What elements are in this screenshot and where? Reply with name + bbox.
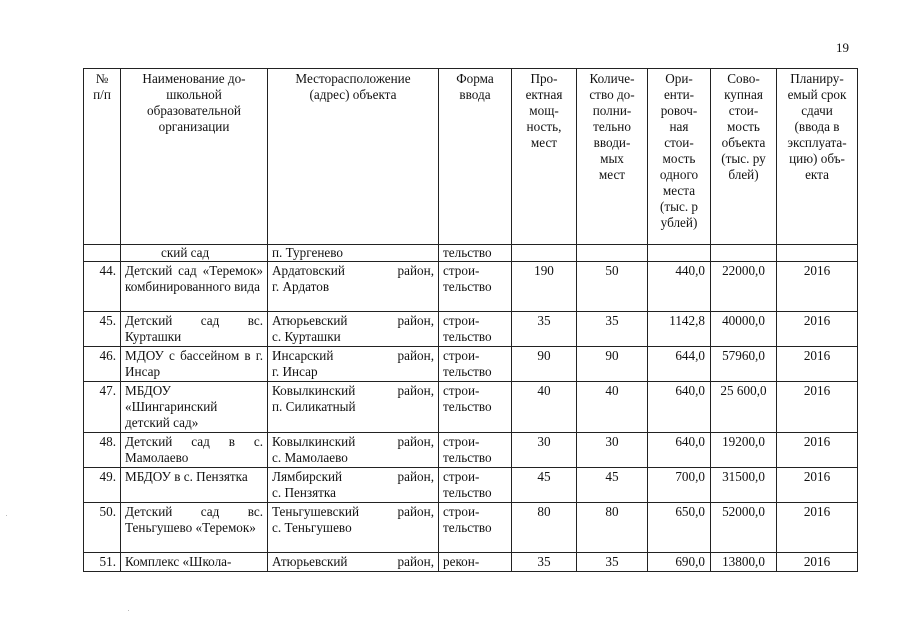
table-row (84, 347, 858, 382)
cell-added: 90 (577, 347, 648, 382)
header-line: сдачи (801, 103, 833, 118)
cell-cost-total: 52000,0 (711, 503, 777, 553)
header-line: места (662, 183, 696, 198)
cell-name: МБДОУ в с. Пензятка (121, 468, 268, 503)
cell-capacity (512, 245, 577, 262)
location-district (272, 348, 434, 364)
form-line: тельство (443, 279, 492, 294)
header-line: тельно (593, 119, 631, 134)
district-name: Ковылкинский (272, 383, 356, 398)
header-line: объекта (721, 135, 766, 150)
header-line: емый срок (787, 87, 847, 102)
district-name: Ковылкинский (272, 434, 356, 449)
cell-year (777, 245, 858, 262)
table-row (84, 553, 858, 572)
cell-form (439, 433, 512, 468)
header-line: вводи- (593, 135, 631, 150)
cell-added: 35 (577, 553, 648, 572)
cell-location (268, 347, 439, 382)
district-name: Атюрьевский (272, 554, 348, 569)
form-line: строи- (443, 504, 480, 519)
cell-cost-total: 22000,0 (711, 262, 777, 312)
header-line: Месторасположение (295, 71, 411, 86)
header-line: блей) (728, 167, 759, 182)
cell-year: 2016 (777, 503, 858, 553)
cell-num: 49. (84, 468, 121, 503)
header-line: стои- (728, 103, 759, 118)
district-word: район, (397, 554, 434, 569)
district-name: Ардатовский (272, 263, 345, 278)
header-line: № (95, 71, 109, 86)
cell-cost-total (711, 245, 777, 262)
cell-form (439, 382, 512, 433)
cell-name: Комплекс «Школа- (121, 553, 268, 572)
page-number: 19 (836, 40, 849, 55)
cell-num: 46. (84, 347, 121, 382)
header-line: ная (669, 119, 689, 134)
header-line: полни- (592, 103, 632, 118)
cell-added: 40 (577, 382, 648, 433)
form-line: строи- (443, 263, 480, 278)
cell-year: 2016 (777, 347, 858, 382)
cell-location (268, 312, 439, 347)
cell-cost-total: 31500,0 (711, 468, 777, 503)
location-place: с. Пензятка (272, 485, 336, 500)
cell-year: 2016 (777, 553, 858, 572)
header-line: (адрес) объекта (309, 87, 397, 102)
cell-num: 51. (84, 553, 121, 572)
location-district (272, 383, 434, 399)
cell-added: 80 (577, 503, 648, 553)
cell-added (577, 245, 648, 262)
cell-cost-total: 57960,0 (711, 347, 777, 382)
form-line: строи- (443, 313, 480, 328)
header-line: мест (598, 167, 626, 182)
cell-year: 2016 (777, 382, 858, 433)
cell-capacity: 35 (512, 312, 577, 347)
cell-capacity: 45 (512, 468, 577, 503)
location-district (272, 434, 434, 450)
cell-name: МДОУ с бассейном в г. Инсар (121, 347, 268, 382)
location-district (272, 469, 434, 485)
district-word: район, (397, 348, 434, 363)
header-line: Ори- (665, 71, 693, 86)
district-name: Атюрьевский (272, 313, 348, 328)
cell-added: 30 (577, 433, 648, 468)
cell-form: тельство (439, 245, 512, 262)
cell-name: Детский сад вс. Курташки (121, 312, 268, 347)
cell-cost-total: 13800,0 (711, 553, 777, 572)
table-row (84, 468, 858, 503)
header-line: Количе- (589, 71, 635, 86)
cell-year: 2016 (777, 262, 858, 312)
cell-location: п. Тургенево (268, 245, 439, 262)
cell-form (439, 347, 512, 382)
scan-speck (128, 610, 129, 611)
table-row (84, 503, 858, 553)
header-line: цию) объ- (789, 151, 845, 166)
header-line: мость (662, 151, 696, 166)
cell-form (439, 312, 512, 347)
cell-name: Детский сад «Теремок» комбинированного вида (121, 262, 268, 312)
header-line: организации (158, 119, 230, 134)
header-cell (268, 69, 439, 245)
cell-cost-total: 40000,0 (711, 312, 777, 347)
header-cell (84, 69, 121, 245)
location-place: с. Курташки (272, 329, 341, 344)
cell-year: 2016 (777, 433, 858, 468)
cell-location (268, 262, 439, 312)
header-line: школьной (166, 87, 222, 102)
scan-speck (6, 515, 7, 516)
cell-name: Детский сад в с. Мамолаево (121, 433, 268, 468)
form-line: строи- (443, 469, 480, 484)
location-place: с. Теньгушево (272, 520, 352, 535)
header-line: (тыс. р (659, 199, 699, 214)
cell-cost-place: 1142,8 (648, 312, 711, 347)
cell-num: 45. (84, 312, 121, 347)
cell-num: 47. (84, 382, 121, 433)
header-line: эксплуата- (787, 135, 847, 150)
cell-cost-place (648, 245, 711, 262)
table-body (84, 245, 858, 572)
cell-location (268, 503, 439, 553)
district-name: Теньгушевский (272, 504, 360, 519)
cell-cost-place: 690,0 (648, 553, 711, 572)
district-name: Инсарский (272, 348, 334, 363)
header-line: (тыс. ру (721, 151, 766, 166)
form-line: тельство (443, 399, 492, 414)
district-word: район, (397, 434, 434, 449)
header-line: ектная (525, 87, 563, 102)
district-word: район, (397, 504, 434, 519)
district-word: район, (397, 383, 434, 398)
cell-location (268, 468, 439, 503)
header-line: мощ- (529, 103, 559, 118)
form-line: строи- (443, 348, 480, 363)
cell-cost-place: 640,0 (648, 433, 711, 468)
cell-num: 44. (84, 262, 121, 312)
table-row (84, 433, 858, 468)
header-line: екта (805, 167, 829, 182)
header-line: стои- (664, 135, 694, 150)
header-line: ублей) (660, 215, 698, 230)
header-line: образовательной (147, 103, 241, 118)
header-line: (ввода в (794, 119, 840, 134)
cell-cost-place: 640,0 (648, 382, 711, 433)
cell-num (84, 245, 121, 262)
district-word: район, (397, 313, 434, 328)
cell-name: МБДОУ «Шингаринский детский сад» (121, 382, 268, 433)
cell-name: ский сад (121, 245, 268, 262)
header-cell (439, 69, 512, 245)
cell-location (268, 433, 439, 468)
kindergarten-construction-table (83, 68, 858, 572)
cell-cost-total: 25 600,0 (711, 382, 777, 433)
cell-year: 2016 (777, 312, 858, 347)
header-line: Форма (456, 71, 494, 86)
district-name: Лямбирский (272, 469, 343, 484)
cell-capacity: 40 (512, 382, 577, 433)
cell-form (439, 503, 512, 553)
header-line: мость (727, 119, 760, 134)
continuation-row (84, 245, 858, 262)
header-line: Про- (530, 71, 558, 86)
cell-cost-place: 644,0 (648, 347, 711, 382)
location-place: с. Мамолаево (272, 450, 348, 465)
header-row (84, 69, 858, 245)
form-line: строи- (443, 434, 480, 449)
cell-capacity: 80 (512, 503, 577, 553)
header-line: Сово- (727, 71, 760, 86)
cell-cost-total: 19200,0 (711, 433, 777, 468)
form-line: тельство (443, 329, 492, 344)
cell-year: 2016 (777, 468, 858, 503)
header-line: п/п (93, 87, 111, 102)
form-line: тельство (443, 485, 492, 500)
cell-capacity: 35 (512, 553, 577, 572)
location-district (272, 504, 434, 520)
location-place: г. Инсар (272, 364, 318, 379)
form-line: тельство (443, 364, 492, 379)
cell-capacity: 190 (512, 262, 577, 312)
form-line: строи- (443, 383, 480, 398)
header-line: купная (724, 87, 763, 102)
location-district (272, 554, 434, 570)
header-line: ровоч- (660, 103, 698, 118)
header-cell (648, 69, 711, 245)
header-cell (121, 69, 268, 245)
table-row (84, 382, 858, 433)
header-line: одного (659, 167, 699, 182)
header-cell (777, 69, 858, 245)
cell-added: 45 (577, 468, 648, 503)
header-line: ность, (526, 119, 562, 134)
cell-num: 48. (84, 433, 121, 468)
cell-added: 35 (577, 312, 648, 347)
header-line: ство до- (589, 87, 635, 102)
district-word: район, (397, 263, 434, 278)
cell-capacity: 30 (512, 433, 577, 468)
cell-form (439, 262, 512, 312)
cell-num: 50. (84, 503, 121, 553)
location-place: п. Силикатный (272, 399, 356, 414)
location-district (272, 263, 434, 279)
header-line: енти- (663, 87, 695, 102)
cell-cost-place: 440,0 (648, 262, 711, 312)
location-district (272, 313, 434, 329)
cell-cost-place: 700,0 (648, 468, 711, 503)
header-cell (577, 69, 648, 245)
form-line: тельство (443, 450, 492, 465)
header-line: мест (530, 135, 558, 150)
header-line: ввода (459, 87, 491, 102)
district-word: район, (397, 469, 434, 484)
cell-name: Детский сад вс. Теньгушево «Теремок» (121, 503, 268, 553)
cell-location (268, 382, 439, 433)
cell-added: 50 (577, 262, 648, 312)
cell-location (268, 553, 439, 572)
header-line: мых (600, 151, 624, 166)
cell-form (439, 553, 512, 572)
header-cell (512, 69, 577, 245)
location-place: г. Ардатов (272, 279, 330, 294)
header-line: Наименование до- (142, 71, 246, 86)
form-line: тельство (443, 520, 492, 535)
table-row (84, 312, 858, 347)
cell-cost-place: 650,0 (648, 503, 711, 553)
cell-capacity: 90 (512, 347, 577, 382)
header-cell (711, 69, 777, 245)
form-line: рекон- (443, 554, 480, 569)
table-row (84, 262, 858, 312)
header-line: Планиру- (790, 71, 844, 86)
cell-form (439, 468, 512, 503)
